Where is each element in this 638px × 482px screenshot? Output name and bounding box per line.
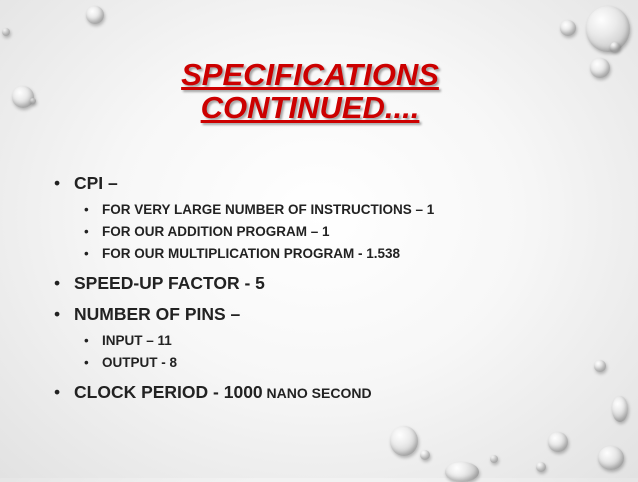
water-drop-icon — [598, 446, 624, 470]
water-drop-icon — [586, 6, 630, 52]
cpi-sublist — [50, 199, 610, 265]
clock-value: 1000 — [223, 382, 263, 402]
water-drop-icon — [30, 98, 36, 104]
water-drop-icon — [612, 396, 628, 422]
cpi-item-3: • FOR OUR MULTIPLICATION PROGRAM - 1.538 — [80, 243, 610, 265]
bullet-speedup: • SPEED-UP FACTOR - 5 — [50, 270, 610, 296]
water-drop-icon — [390, 426, 418, 456]
water-drop-icon — [490, 455, 498, 463]
water-drop-icon — [12, 86, 34, 108]
water-drop-icon — [536, 462, 546, 472]
title-line-1: SPECIFICATIONS — [181, 57, 439, 92]
water-drop-icon — [560, 20, 576, 36]
water-drop-icon — [590, 58, 610, 78]
pins-sublist — [50, 330, 610, 374]
bullet-cpi: • CPI – — [50, 170, 610, 196]
slide-title — [140, 58, 480, 124]
clock-unit: NANO SECOND — [262, 385, 372, 401]
cpi-item-2: • FOR OUR ADDITION PROGRAM – 1 — [80, 221, 610, 243]
water-drop-icon — [548, 432, 568, 452]
pins-item-1: • INPUT – 11 — [80, 330, 610, 352]
clock-label: CLOCK PERIOD - — [74, 382, 224, 402]
water-drop-icon — [445, 462, 479, 482]
bullet-clock — [50, 379, 610, 406]
title-line-2: CONTINUED.... — [200, 90, 420, 125]
water-drop-icon — [86, 6, 104, 24]
water-drop-icon — [2, 28, 10, 36]
bullet-pins: • NUMBER OF PINS – — [50, 301, 610, 327]
bullet-list — [50, 170, 610, 406]
pins-item-2: • OUTPUT - 8 — [80, 352, 610, 374]
water-drop-icon — [610, 42, 620, 52]
cpi-item-1: • FOR VERY LARGE NUMBER OF INSTRUCTIONS – 1 — [80, 199, 610, 221]
water-drop-icon — [420, 450, 430, 460]
